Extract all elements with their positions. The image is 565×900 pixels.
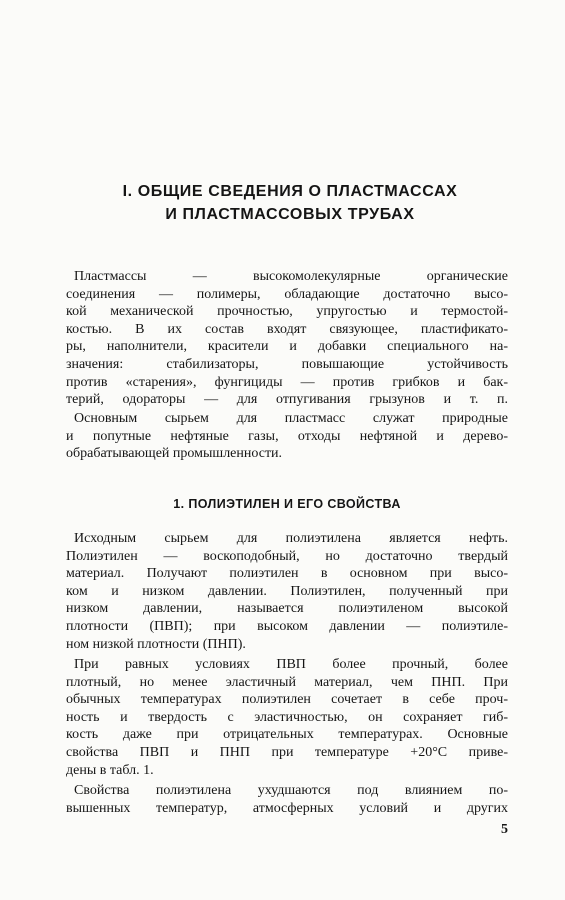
text-line: ном низкой плотности (ПНП). bbox=[66, 636, 246, 652]
page-number: 5 bbox=[501, 822, 508, 837]
text-line: вышенных температур, атмосферных условий и других bbox=[66, 800, 508, 816]
text-line: материал. Получают полиэтилен в основном при высо- bbox=[66, 566, 508, 582]
text-line: против «старения», фунгициды — против грибков и бак- bbox=[66, 374, 508, 390]
intro-paragraph-2 bbox=[66, 410, 508, 463]
text-line: кость даже при отрицательных температурах. Основные bbox=[66, 727, 508, 743]
section-paragraph-1 bbox=[66, 530, 508, 653]
text-line: низком давлении, называется полиэтиленом высокой bbox=[66, 601, 508, 617]
text-line: ность и твердость с эластичностью, он сохраняет гиб- bbox=[66, 709, 508, 725]
text-line: Исходным сырьем для полиэтилена является нефть. bbox=[74, 531, 508, 546]
text-line: плотности (ПВП); при высоком давлении — полиэтиле- bbox=[66, 618, 508, 634]
text-line: костью. В их состав входят связующее, пластификато- bbox=[66, 321, 508, 337]
section-title: 1. ПОЛИЭТИЛЕН И ЕГО СВОЙСТВА bbox=[173, 497, 401, 511]
text-line: обычных температурах полиэтилен сочетает в себе проч- bbox=[66, 692, 508, 708]
text-line: терий, одораторы — для отпугивания грызунов и т. п. bbox=[66, 392, 508, 408]
text-line: При равных условиях ПВП более прочный, более bbox=[74, 657, 508, 672]
text-line: Основным сырьем для пластмасс служат природные bbox=[74, 411, 508, 426]
text-line: ком и низком давлении. Полиэтилен, полученный при bbox=[66, 583, 508, 599]
text-line: дены в табл. 1. bbox=[66, 762, 154, 778]
text-line: соединения — полимеры, обладающие достаточно высо- bbox=[66, 286, 508, 302]
text-line: Свойства полиэтилена ухудшаются под влиянием по- bbox=[74, 783, 508, 798]
section-paragraph-3 bbox=[66, 782, 508, 817]
text-line: плотный, но менее эластичный материал, чем ПНП. При bbox=[66, 674, 508, 690]
chapter-title bbox=[60, 180, 520, 226]
text-line: обрабатывающей промышленности. bbox=[66, 446, 283, 462]
text-line: Полиэтилен — воскоподобный, но достаточно твердый bbox=[66, 548, 508, 564]
chapter-title-line-2: И ПЛАСТМАССОВЫХ ТРУБАХ bbox=[165, 206, 415, 223]
text-line: и попутные нефтяные газы, отходы нефтяной и дерево- bbox=[66, 428, 508, 444]
chapter-title-line-1: I. ОБЩИЕ СВЕДЕНИЯ О ПЛАСТМАССАХ bbox=[122, 183, 458, 200]
intro-paragraph-1 bbox=[66, 268, 508, 409]
text-line: кой механической прочностью, упругостью и термостой- bbox=[66, 304, 508, 320]
text-line: ры, наполнители, красители и добавки специального на- bbox=[66, 339, 508, 355]
text-line: значения: стабилизаторы, повышающие устойчивость bbox=[66, 356, 508, 372]
text-line: Пластмассы — высокомолекулярные органические bbox=[74, 269, 508, 284]
section-paragraph-2 bbox=[66, 656, 508, 779]
text-line: свойства ПВП и ПНП при температуре +20°С приве- bbox=[66, 744, 508, 760]
